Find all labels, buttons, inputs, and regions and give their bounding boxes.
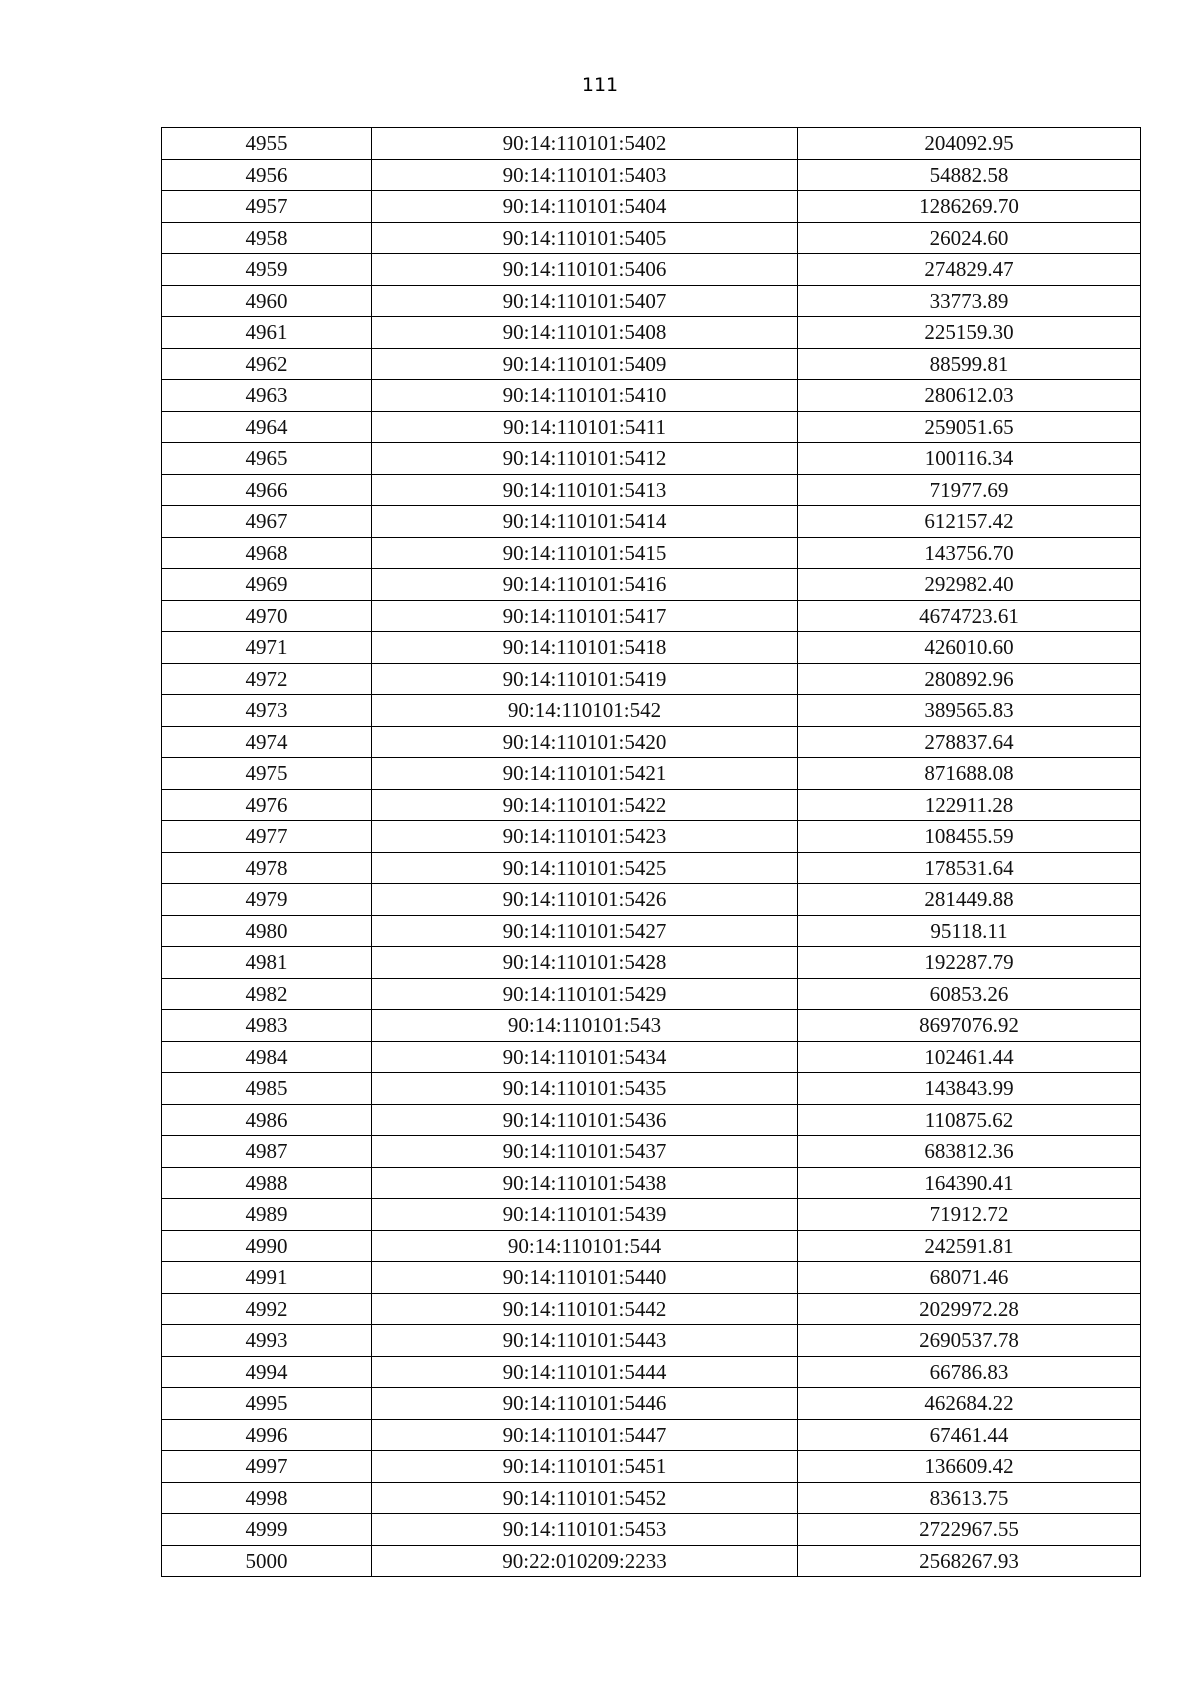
row-number-cell: 4980 (162, 915, 372, 947)
cadastral-number-cell: 90:14:110101:5420 (372, 726, 798, 758)
row-number-cell: 4994 (162, 1356, 372, 1388)
row-number-cell: 4975 (162, 758, 372, 790)
row-number-cell: 4985 (162, 1073, 372, 1105)
cadastral-number-cell: 90:14:110101:5427 (372, 915, 798, 947)
cadastral-number-cell: 90:14:110101:544 (372, 1230, 798, 1262)
value-cell: 67461.44 (798, 1419, 1141, 1451)
cadastral-number-cell: 90:14:110101:5423 (372, 821, 798, 853)
cadastral-number-cell: 90:14:110101:5409 (372, 348, 798, 380)
row-number-cell: 4971 (162, 632, 372, 664)
cadastral-number-cell: 90:14:110101:543 (372, 1010, 798, 1042)
row-number-cell: 4979 (162, 884, 372, 916)
value-cell: 60853.26 (798, 978, 1141, 1010)
row-number-cell: 4974 (162, 726, 372, 758)
table-body (162, 128, 1141, 1577)
cadastral-number-cell: 90:14:110101:5447 (372, 1419, 798, 1451)
table-row (162, 695, 1141, 727)
value-cell: 292982.40 (798, 569, 1141, 601)
table-row (162, 1136, 1141, 1168)
cadastral-number-cell: 90:14:110101:5434 (372, 1041, 798, 1073)
table-row (162, 1073, 1141, 1105)
value-cell: 100116.34 (798, 443, 1141, 475)
value-cell: 83613.75 (798, 1482, 1141, 1514)
row-number-cell: 4970 (162, 600, 372, 632)
table-row (162, 789, 1141, 821)
value-cell: 2722967.55 (798, 1514, 1141, 1546)
table-row (162, 317, 1141, 349)
value-cell: 278837.64 (798, 726, 1141, 758)
row-number-cell: 4966 (162, 474, 372, 506)
table-row (162, 1199, 1141, 1231)
value-cell: 2029972.28 (798, 1293, 1141, 1325)
row-number-cell: 4960 (162, 285, 372, 317)
value-cell: 143756.70 (798, 537, 1141, 569)
cadastral-number-cell: 90:14:110101:5407 (372, 285, 798, 317)
table-row (162, 1230, 1141, 1262)
row-number-cell: 4973 (162, 695, 372, 727)
table-row (162, 821, 1141, 853)
row-number-cell: 4955 (162, 128, 372, 160)
row-number-cell: 4972 (162, 663, 372, 695)
table-row (162, 1545, 1141, 1577)
table-row (162, 537, 1141, 569)
table-row (162, 1482, 1141, 1514)
value-cell: 192287.79 (798, 947, 1141, 979)
value-cell: 462684.22 (798, 1388, 1141, 1420)
row-number-cell: 4963 (162, 380, 372, 412)
cadastral-number-cell: 90:14:110101:5416 (372, 569, 798, 601)
table-row (162, 1514, 1141, 1546)
cadastral-number-cell: 90:14:110101:5422 (372, 789, 798, 821)
value-cell: 102461.44 (798, 1041, 1141, 1073)
cadastral-number-cell: 90:14:110101:5444 (372, 1356, 798, 1388)
value-cell: 66786.83 (798, 1356, 1141, 1388)
table-row (162, 632, 1141, 664)
cadastral-number-cell: 90:14:110101:5418 (372, 632, 798, 664)
table-row (162, 758, 1141, 790)
row-number-cell: 4987 (162, 1136, 372, 1168)
value-cell: 280612.03 (798, 380, 1141, 412)
row-number-cell: 4990 (162, 1230, 372, 1262)
page-number: 111 (581, 74, 619, 96)
cadastral-number-cell: 90:14:110101:5408 (372, 317, 798, 349)
cadastral-number-cell: 90:14:110101:5425 (372, 852, 798, 884)
cadastral-number-cell: 90:14:110101:5412 (372, 443, 798, 475)
cadastral-number-cell: 90:14:110101:5443 (372, 1325, 798, 1357)
value-cell: 122911.28 (798, 789, 1141, 821)
cadastral-number-cell: 90:14:110101:5440 (372, 1262, 798, 1294)
table-row (162, 1356, 1141, 1388)
row-number-cell: 4958 (162, 222, 372, 254)
row-number-cell: 4962 (162, 348, 372, 380)
value-cell: 280892.96 (798, 663, 1141, 695)
table-row (162, 884, 1141, 916)
cadastral-number-cell: 90:14:110101:5451 (372, 1451, 798, 1483)
cadastral-number-cell: 90:14:110101:5414 (372, 506, 798, 538)
value-cell: 2568267.93 (798, 1545, 1141, 1577)
table-row (162, 1104, 1141, 1136)
row-number-cell: 4995 (162, 1388, 372, 1420)
table-row (162, 1325, 1141, 1357)
value-cell: 426010.60 (798, 632, 1141, 664)
row-number-cell: 4989 (162, 1199, 372, 1231)
value-cell: 110875.62 (798, 1104, 1141, 1136)
table-row (162, 411, 1141, 443)
cadastral-number-cell: 90:14:110101:5405 (372, 222, 798, 254)
row-number-cell: 4969 (162, 569, 372, 601)
cadastral-number-cell: 90:14:110101:5406 (372, 254, 798, 286)
table-row (162, 852, 1141, 884)
cadastral-number-cell: 90:14:110101:5402 (372, 128, 798, 160)
cadastral-number-cell: 90:14:110101:5446 (372, 1388, 798, 1420)
table-row (162, 285, 1141, 317)
cadastral-number-cell: 90:14:110101:5421 (372, 758, 798, 790)
value-cell: 1286269.70 (798, 191, 1141, 223)
row-number-cell: 4984 (162, 1041, 372, 1073)
row-number-cell: 4957 (162, 191, 372, 223)
cadastral-number-cell: 90:14:110101:5404 (372, 191, 798, 223)
value-cell: 68071.46 (798, 1262, 1141, 1294)
table-row (162, 506, 1141, 538)
value-cell: 8697076.92 (798, 1010, 1141, 1042)
row-number-cell: 4992 (162, 1293, 372, 1325)
value-cell: 136609.42 (798, 1451, 1141, 1483)
value-cell: 71977.69 (798, 474, 1141, 506)
table-row (162, 915, 1141, 947)
value-cell: 204092.95 (798, 128, 1141, 160)
table-row (162, 726, 1141, 758)
table-row (162, 1293, 1141, 1325)
cadastral-number-cell: 90:14:110101:5417 (372, 600, 798, 632)
cadastral-number-cell: 90:14:110101:5437 (372, 1136, 798, 1168)
row-number-cell: 4968 (162, 537, 372, 569)
table-row (162, 191, 1141, 223)
table-row (162, 600, 1141, 632)
row-number-cell: 4981 (162, 947, 372, 979)
table-row (162, 1041, 1141, 1073)
row-number-cell: 4982 (162, 978, 372, 1010)
row-number-cell: 4964 (162, 411, 372, 443)
value-cell: 612157.42 (798, 506, 1141, 538)
table-row (162, 254, 1141, 286)
value-cell: 95118.11 (798, 915, 1141, 947)
value-cell: 871688.08 (798, 758, 1141, 790)
row-number-cell: 4993 (162, 1325, 372, 1357)
row-number-cell: 4959 (162, 254, 372, 286)
row-number-cell: 4988 (162, 1167, 372, 1199)
value-cell: 71912.72 (798, 1199, 1141, 1231)
cadastral-number-cell: 90:14:110101:5452 (372, 1482, 798, 1514)
value-cell: 143843.99 (798, 1073, 1141, 1105)
cadastral-number-cell: 90:14:110101:5428 (372, 947, 798, 979)
value-cell: 242591.81 (798, 1230, 1141, 1262)
row-number-cell: 4956 (162, 159, 372, 191)
table-row (162, 978, 1141, 1010)
value-cell: 108455.59 (798, 821, 1141, 853)
cadastral-number-cell: 90:14:110101:5413 (372, 474, 798, 506)
table-row (162, 663, 1141, 695)
row-number-cell: 4967 (162, 506, 372, 538)
table-row (162, 159, 1141, 191)
registry-table (161, 127, 1141, 1577)
value-cell: 274829.47 (798, 254, 1141, 286)
value-cell: 683812.36 (798, 1136, 1141, 1168)
row-number-cell: 4999 (162, 1514, 372, 1546)
value-cell: 2690537.78 (798, 1325, 1141, 1357)
value-cell: 259051.65 (798, 411, 1141, 443)
value-cell: 4674723.61 (798, 600, 1141, 632)
row-number-cell: 4983 (162, 1010, 372, 1042)
cadastral-number-cell: 90:14:110101:5415 (372, 537, 798, 569)
cadastral-number-cell: 90:14:110101:5439 (372, 1199, 798, 1231)
row-number-cell: 4998 (162, 1482, 372, 1514)
row-number-cell: 4986 (162, 1104, 372, 1136)
row-number-cell: 4978 (162, 852, 372, 884)
value-cell: 178531.64 (798, 852, 1141, 884)
table-row (162, 474, 1141, 506)
table-row (162, 222, 1141, 254)
value-cell: 225159.30 (798, 317, 1141, 349)
table-row (162, 348, 1141, 380)
table-row (162, 1262, 1141, 1294)
row-number-cell: 5000 (162, 1545, 372, 1577)
row-number-cell: 4997 (162, 1451, 372, 1483)
value-cell: 33773.89 (798, 285, 1141, 317)
table-row (162, 947, 1141, 979)
cadastral-number-cell: 90:14:110101:5419 (372, 663, 798, 695)
table-row (162, 128, 1141, 160)
value-cell: 88599.81 (798, 348, 1141, 380)
row-number-cell: 4991 (162, 1262, 372, 1294)
value-cell: 54882.58 (798, 159, 1141, 191)
table-row (162, 443, 1141, 475)
table-row (162, 1167, 1141, 1199)
cadastral-number-cell: 90:14:110101:5435 (372, 1073, 798, 1105)
cadastral-number-cell: 90:14:110101:5436 (372, 1104, 798, 1136)
table-row (162, 1419, 1141, 1451)
cadastral-number-cell: 90:14:110101:5429 (372, 978, 798, 1010)
cadastral-number-cell: 90:14:110101:5403 (372, 159, 798, 191)
value-cell: 389565.83 (798, 695, 1141, 727)
table-row (162, 1451, 1141, 1483)
table-row (162, 380, 1141, 412)
row-number-cell: 4965 (162, 443, 372, 475)
value-cell: 164390.41 (798, 1167, 1141, 1199)
cadastral-number-cell: 90:14:110101:5442 (372, 1293, 798, 1325)
table-row (162, 1388, 1141, 1420)
cadastral-number-cell: 90:14:110101:5426 (372, 884, 798, 916)
table-row (162, 1010, 1141, 1042)
cadastral-number-cell: 90:14:110101:5410 (372, 380, 798, 412)
cadastral-number-cell: 90:14:110101:542 (372, 695, 798, 727)
cadastral-number-cell: 90:14:110101:5411 (372, 411, 798, 443)
row-number-cell: 4977 (162, 821, 372, 853)
value-cell: 281449.88 (798, 884, 1141, 916)
row-number-cell: 4996 (162, 1419, 372, 1451)
row-number-cell: 4976 (162, 789, 372, 821)
cadastral-number-cell: 90:14:110101:5453 (372, 1514, 798, 1546)
cadastral-number-cell: 90:14:110101:5438 (372, 1167, 798, 1199)
row-number-cell: 4961 (162, 317, 372, 349)
table-row (162, 569, 1141, 601)
cadastral-number-cell: 90:22:010209:2233 (372, 1545, 798, 1577)
value-cell: 26024.60 (798, 222, 1141, 254)
